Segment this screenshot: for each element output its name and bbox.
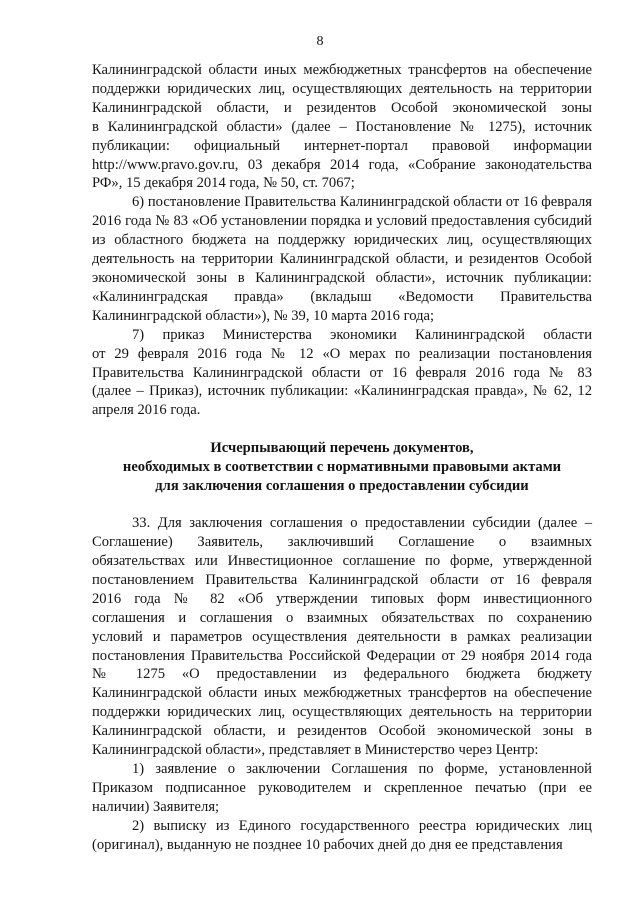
text-line: Приказом подписанное руководителем и скрепленное печатью (при ее xyxy=(92,779,592,796)
section-heading-line: Исчерпывающий перечень документов, xyxy=(210,440,474,457)
paragraphs-bottom xyxy=(92,514,592,854)
text-line: 7) приказ Министерства экономики Калининградской области xyxy=(132,326,592,343)
text-line: соглашения и соглашения о взаимных обязательствах по сохранению xyxy=(92,609,592,626)
text-line: из областного бюджета на поддержку юридических лиц, осуществляющих xyxy=(92,232,592,249)
text-line: деятельность на территории Калининградской области, и резидентов Особой xyxy=(92,251,592,268)
text-line: РФ», 15 декабря 2014 года, № 50, ст. 7067; xyxy=(92,175,355,192)
text-line: 2) выписку из Единого государственного реестра юридических лиц xyxy=(132,817,592,834)
text-line: экономической зоны в Калининградской области», источник публикации: xyxy=(92,269,592,286)
text-line: постановления Правительства Российской Федерации от 29 ноября 2014 года xyxy=(92,647,592,664)
text-line: 2016 года № 83 «Об установлении порядка и условий предоставления субсидий xyxy=(92,213,592,230)
text-line: Калининградской области»), № 39, 10 марта 2016 года; xyxy=(92,307,435,324)
page-number: 8 xyxy=(316,34,324,49)
paragraph-p33 xyxy=(92,514,592,760)
text-line: постановлением Правительства Калининградской области от 16 февраля xyxy=(92,571,592,588)
text-line: (далее – Приказ), источник публикации: «Калининградская правда», № 62, 12 xyxy=(92,383,592,400)
text-line: http://www.pravo.gov.ru, 03 декабря 2014 года, «Собрание законодательства xyxy=(92,156,592,173)
text-line: 1) заявление о заключении Соглашения по форме, установленной xyxy=(132,761,592,777)
text-line: Правительства Калининградской области от 16 февраля 2016 года № 83 xyxy=(92,364,592,381)
text-line: Калининградской области, и резидентов Особой экономической зоны в xyxy=(92,723,592,740)
text-line: апреля 2016 года. xyxy=(92,402,201,419)
paragraph-p-cont xyxy=(92,61,592,193)
text-line: 33. Для заключения соглашения о предоставлении субсидии (далее – xyxy=(132,515,592,532)
text-line: в Калининградской области» (далее – Постановление № 1275), источник xyxy=(92,118,592,135)
document-body xyxy=(92,61,592,855)
text-line: Калининградской области», представляет в Министерство через Центр: xyxy=(92,742,539,759)
text-line: от 29 февраля 2016 года № 12 «О мерах по реализации постановления xyxy=(92,345,592,362)
paragraph-p33-1 xyxy=(92,760,592,817)
text-line: наличии) Заявителя; xyxy=(92,798,220,815)
text-line: 2016 года № 82 «Об утверждении типовых форм инвестиционного xyxy=(92,590,592,607)
text-line: «Калининградская правда» (вкладыш «Ведомости Правительства xyxy=(92,288,592,305)
text-line: условий и параметров осуществления деятельности в рамках реализации xyxy=(92,628,592,645)
section-heading-line: для заключения соглашения о предоставлении субсидии xyxy=(155,478,529,495)
paragraph-p7 xyxy=(92,326,592,421)
text-line: (оригинал), выданную не позднее 10 рабочих дней до дня ее представления xyxy=(92,836,563,853)
section-heading-line: необходимых в соответствии с нормативными правовыми актами xyxy=(122,459,562,476)
section-heading xyxy=(92,439,592,496)
text-line: Калининградской области иных межбюджетных трансфертов на обеспечение xyxy=(92,62,592,78)
text-line: поддержки юридических лиц, осуществляющих деятельность на территории xyxy=(92,80,592,97)
paragraph-p33-2 xyxy=(92,817,592,855)
text-line: публикации: официальный интернет-портал правовой информации xyxy=(92,137,592,154)
text-line: 6) постановление Правительства Калининградской области от 16 февраля xyxy=(132,194,592,211)
text-line: № 1275 «О предоставлении из федерального бюджета бюджету xyxy=(92,666,592,683)
paragraph-p6 xyxy=(92,193,592,325)
text-line: обязательствах или Инвестиционное соглашение по форме, утвержденной xyxy=(92,553,592,570)
text-line: Калининградской области иных межбюджетных трансфертов на обеспечение xyxy=(92,685,592,702)
text-line: поддержки юридических лиц, осуществляющих деятельность на территории xyxy=(92,704,592,721)
text-line: Калининградской области, и резидентов Особой экономической зоны xyxy=(92,99,592,116)
paragraphs-top xyxy=(92,61,592,420)
text-line: Соглашение) Заявитель, заключивший Соглашение о взаимных xyxy=(92,534,592,551)
